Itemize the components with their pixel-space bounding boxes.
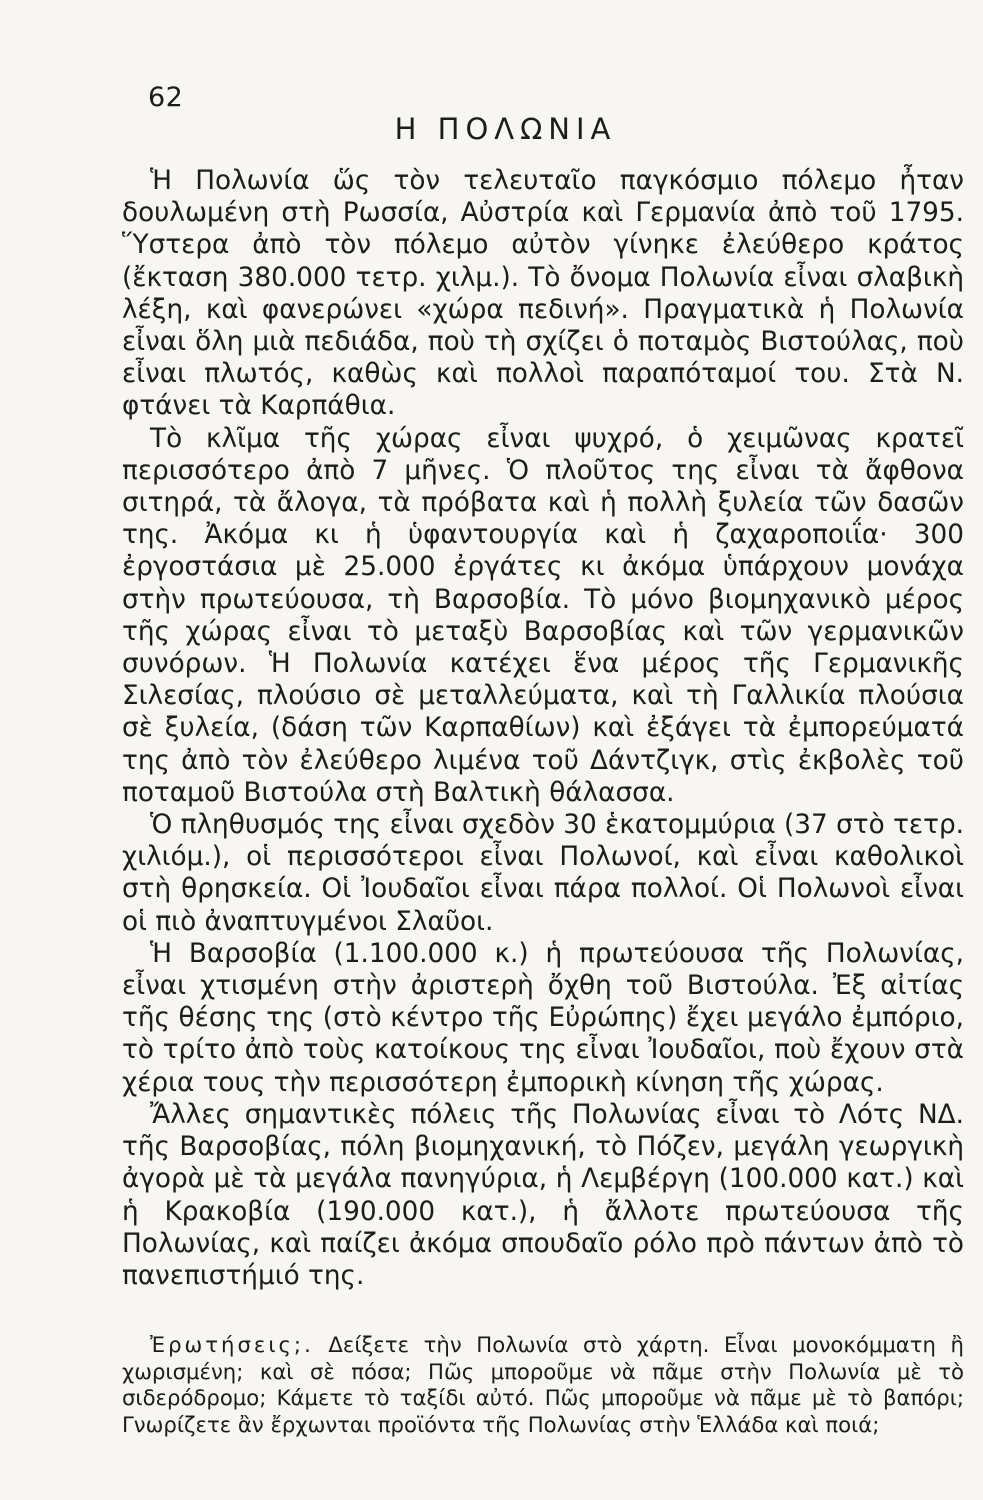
chapter-title: Η ΠΟΛΩΝΙΑ (394, 112, 617, 146)
paragraph: Ὁ πληθυσμός της εἶναι σχεδὸν 30 ἑκατομμύρια (37 στὸ τετρ. χιλιόμ.), οἱ περισσότεροι εἶναι Πολωνοί, καὶ εἶναι καθολικοὶ στὴ θρησκεία. Οἱ Ἰουδαῖοι εἶναι πάρα πολλοί. Οἱ Πολωνοὶ εἶναι οἱ πιὸ ἀναπτυγμένοι Σλαῦοι. (122, 810, 964, 937)
body-text (122, 165, 964, 1292)
questions-label: Ἐρωτήσεις;. (150, 1332, 314, 1357)
questions-text: Δείξετε τὴν Πολωνία στὸ χάρτη. Εἶναι μονοκόμματη ἢ χωρισμένη; καὶ σὲ πόσα; Πῶς μποροῦμε νὰ πᾶμε στὴν Πολωνία μὲ τὸ σιδερόδρομο; Κάμετε τὸ ταξίδι αὐτό. Πῶς μποροῦμε νὰ πᾶμε μὲ τὸ βαπόρι; Γνωρίζετε ἂν ἔρχωνται προϊόντα τῆς Πολωνίας στὴν Ἑλλάδα καὶ ποιά; (122, 1332, 964, 1437)
paragraph: Τὸ κλῖμα τῆς χώρας εἶναι ψυχρό, ὁ χειμῶνας κρατεῖ περισσότερο ἀπὸ 7 μῆνες. Ὁ πλοῦτος της εἶναι τὰ ἄφθονα σιτηρά, τὰ ἄλογα, τὰ πρόβατα καὶ ἡ πολλὴ ξυλεία τῶν δασῶν της. Ἀκόμα κι ἡ ὑφαντουργία καὶ ἡ ζαχαροποιΐα· 300 ἐργοστάσια μὲ 25.000 ἐργάτες κι ἀκόμα ὑπάρχουν μονάχα στὴν πρωτεύουσα, τὴ Βαρσοβία. Τὸ μόνο βιομηχανικὸ μέρος τῆς χώρας εἶναι τὸ μεταξὺ Βαρσοβίας καὶ τῶν γερμανικῶν συνόρων. Ἡ Πολωνία κατέχει ἕνα μέρος τῆς Γερμανικῆς Σιλεσίας, πλούσιο σὲ μεταλλεύματα, καὶ τὴ Γαλλικία πλούσια σὲ ξυλεία, (δάση τῶν Καρπαθίων) καὶ ἐξάγει τὰ ἐμπορεύματά της ἀπὸ τὸν ἐλεύθερο λιμένα τοῦ Δάντζιγκ, στὶς ἐκβολὲς τοῦ ποταμοῦ Βιστούλα στὴ Βαλτικὴ θάλασσα. (122, 423, 964, 808)
paragraph: Ἡ Πολωνία ὥς τὸν τελευταῖο παγκόσμιο πόλεμο ἦταν δουλωμένη στὴ Ρωσσία, Αὐστρία καὶ Γερμανία ἀπὸ τοῦ 1795. Ὕστερα ἀπὸ τὸν πόλεμο αὐτὸν γίνηκε ἐλεύθερο κράτος (ἔκταση 380.000 τετρ. χιλμ.). Τὸ ὄνομα Πολωνία εἶναι σλαβικὴ λέξη, καὶ φανερώνει «χώρα πεδινή». Πραγματικὰ ἡ Πολωνία εἶναι ὅλη μιὰ πεδιάδα, ποὺ τὴ σχίζει ὁ ποταμὸς Βιστούλας, ποὺ εἶναι πλωτός, καθὼς καὶ πολλοὶ παραπόταμοί του. Στὰ Ν. φτάνει τὰ Καρπάθια. (122, 166, 964, 422)
paragraph: Ἡ Βαρσοβία (1.100.000 κ.) ἡ πρωτεύουσα τῆς Πολωνίας, εἶναι χτισμένη στὴν ἀριστερὴ ὄχθη τοῦ Βιστούλα. Ἐξ αἰτίας τῆς θέσης της (στὸ κέντρο τῆς Εὐρώπης) ἔχει μεγάλο ἐμπόριο, τὸ τρίτο ἀπὸ τοὺς κατοίκους της εἶναι Ἰουδαῖοι, ποὺ ἔχουν στὰ χέρια τους τὴν περισσότερη ἐμπορικὴ κίνηση τῆς χώρας. (122, 938, 964, 1098)
page-number: 62 (148, 82, 184, 113)
paragraph: Ἄλλες σημαντικὲς πόλεις τῆς Πολωνίας εἶναι τὸ Λότς ΝΔ. τῆς Βαρσοβίας, πόλη βιομηχανική, τὸ Πόζεν, μεγάλη γεωργικὴ ἀγορὰ μὲ τὰ μεγάλα πανηγύρια, ἡ Λεμβέργη (100.000 κατ.) καὶ ἡ Κρακοβία (190.000 κατ.), ἡ ἄλλοτε πρωτεύουσα τῆς Πολωνίας, καὶ παίζει ἀκόμα σπουδαῖο ρόλο πρὸ πάντων ἀπὸ τὸ πανεπιστήμιό της. (122, 1099, 964, 1291)
questions-paragraph (122, 1332, 964, 1438)
questions-section (122, 1332, 964, 1438)
